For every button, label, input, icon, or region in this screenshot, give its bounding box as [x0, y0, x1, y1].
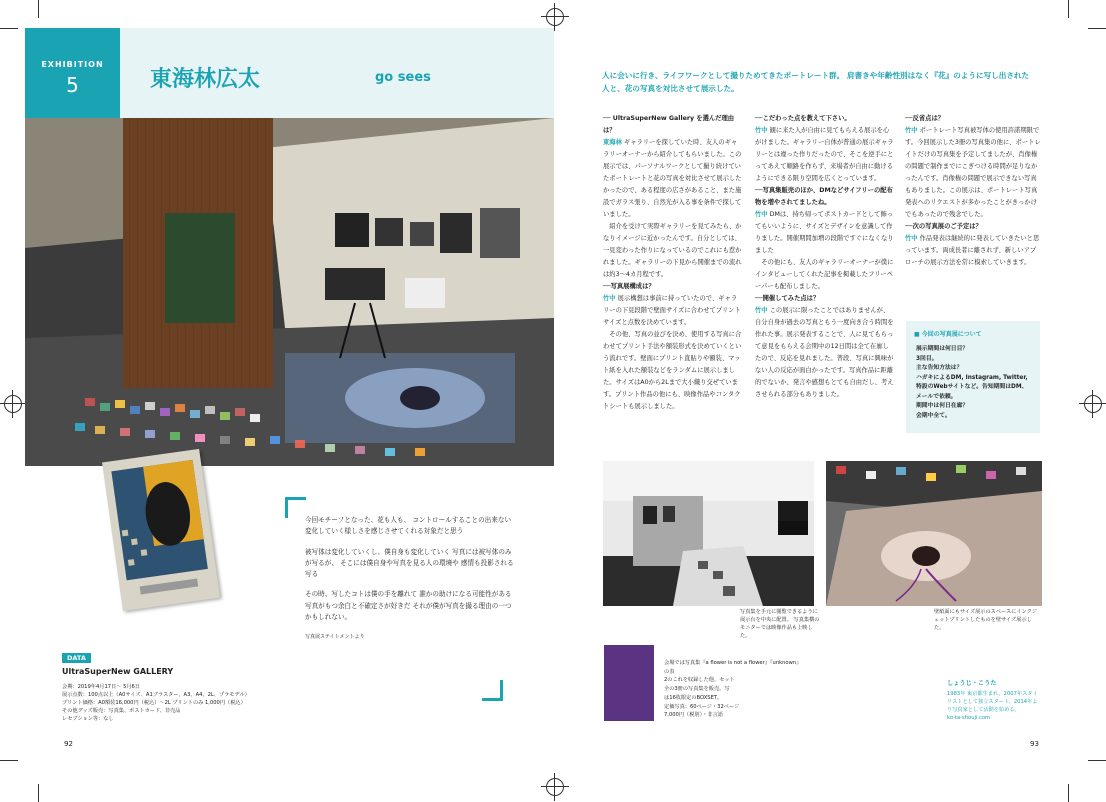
data-line: 展示点数：100点以上（A0サイズ、A1ブラスター、A3、A4、2L、プラモデル） — [62, 692, 250, 698]
interview-paragraph: ──こだわった点を教えて下さい。 — [755, 115, 851, 122]
info-line: 3回目。 — [916, 355, 938, 362]
answer-text: DMは、持ち帰ってポストカードとして飾ってもいいように、サイズとデザインを意識して作りました。開催期間加増の段階ですぐになくなりました — [755, 211, 894, 254]
book-line: 定価写真：60ページ・32ページ — [664, 703, 740, 710]
speaker-name: 竹中 — [603, 295, 616, 302]
photobook-cover — [604, 645, 654, 721]
speaker-name: 竹中 — [905, 127, 918, 134]
speaker-name: 東海林 — [603, 139, 622, 146]
interview-paragraph: ──反省点は？ — [905, 115, 945, 122]
book-line: 会場では写真集『a flower is not a flower』『unknown』の表 — [664, 660, 802, 675]
speaker-name: 竹中 — [905, 235, 918, 242]
interview-paragraph — [755, 305, 895, 401]
interview-paragraph: その他、写真の並びを決め、使用する写真に合わせてプリント手法や額装形式を決めていくという流れです。壁面にプリント直貼りや額装、マット紙を入れた額装などをランダムに展示しました。サイズはA0から2Lまで大小織り交ぜています。プリント作品の他にも、映像作品やコンタクトシートも展示しました。 — [603, 331, 742, 410]
interview-column-3 — [905, 113, 1042, 269]
interview-paragraph: ── UltraSuperNew Gallery を選んだ理由は？ — [603, 115, 735, 134]
book-line: 全の3冊の写真集を販売。写 — [664, 686, 730, 693]
poster-photo — [102, 449, 220, 611]
data-body — [62, 683, 302, 723]
trim-mark — [1088, 760, 1106, 761]
book-line: は16枚限定のBOXSET。 — [664, 694, 723, 701]
trim-mark — [1088, 28, 1106, 29]
answer-text: ポートレート写真被写体の使用許諾期限です。今回展示した3冊の写真集の他に、ポートレイトだけの写真集を予定してましたが、肖像権の問題で制作までにこぎつける時間が足りなかったんです。肖像権の問題で展示できない写真もありました。この展示は、ポートレート写真発表へのリクエストが多かったことがきっかけでもあったので残念でした。 — [905, 127, 1041, 218]
answer-text: 作品発表は継続的に発表していきたいと思っています。両成長者に離されず、新しいアプローチの展示方法を常に模索していきます。 — [905, 235, 1040, 266]
info-line: 特設のWebサイトなど。告知期間はDM、 — [916, 384, 1028, 390]
exhibition-number: 5 — [66, 73, 79, 97]
portrait-print-photo — [826, 461, 1042, 606]
answer-text: この展示に限ったことではありませんが、自分自身が過去の写真ともう一度向き合う時間を作れた事。展示発表することで、人に見てもらって意見をもらえる会期中の12日間は全て在廊したので、反応を見れました。普段、写真に興味がない人の反応が面白かったです。写真作品に距離的でないか、発言や感想もとても自由だし、考えさせられる部分もありました。 — [755, 307, 894, 398]
quote-paragraph: その時、写したコトは僕の手を離れて 誰かの助けになる可能性がある 写真がもつ余白と不確定さが好きだ それが僕が写真を撮る理由の一つかもしれない。 — [305, 590, 512, 622]
speaker-name: 竹中 — [755, 127, 768, 134]
exhibition-info-box — [906, 321, 1040, 433]
interview-paragraph — [603, 293, 743, 329]
interview-paragraph — [905, 233, 1042, 269]
profile-url: ko-ta-shouji.com — [947, 715, 991, 721]
main-gallery-photo — [25, 118, 554, 466]
interview-paragraph: ──写真展構成は？ — [603, 283, 655, 290]
profile-line: 1983年 東京都生まれ。2007年スタイリストとして独立スタート。2014年より写真家として活動を始める。 — [947, 691, 1038, 713]
quote-bracket-open — [285, 497, 306, 518]
data-line: その他グッズ販売：写真集、ポストカード、非売品 — [62, 708, 181, 714]
trim-mark — [0, 760, 18, 761]
answer-text: 観に来た人が自由に見てもらえる展示を心がけました。ギャラリー自体が普通の展示ギャラリーとは違った作りだったので、そこを逆手にとってあえて順路を作らず、来場者が自由に動けるようにできる限り空間を広くとっています。 — [755, 127, 894, 182]
interview-paragraph — [603, 137, 743, 221]
info-line: メールで依頼。 — [916, 393, 957, 400]
gallery-interior-photo — [603, 461, 814, 606]
photo-caption: 写真集を手元に閲覧できるように展示台を中央に配置。 写真集横のモニターでは映像作品も上映した。 — [740, 609, 820, 639]
profile-name: しょうじ・こうた — [947, 680, 997, 687]
book-line: 7,000円（税別）・非言語 — [664, 712, 723, 719]
interview-paragraph: その他にも、友人のギャラリーオーナーが僕にインタビューしてくれた記事を掲載したフリーペーパーも配布しました。 — [755, 259, 894, 290]
trim-mark — [0, 28, 18, 29]
book-line: 2のこれを収録した他、セット — [664, 677, 735, 684]
page-number-right: 93 — [1030, 740, 1039, 748]
data-line: レセプション等：なし — [62, 716, 114, 722]
interview-column-1 — [603, 113, 743, 413]
lead-text: 人に会いに行き、ライフワークとして撮りためてきたポートレート群。 肩書きや年齢性別はなく『花』のように写し出された人と、花の写真を対比させて展示した。 — [602, 71, 1030, 93]
info-line: 期間中は何日在廊？ — [916, 403, 969, 409]
exhibition-label: EXHIBITION — [41, 60, 104, 69]
registration-mark — [1084, 395, 1102, 413]
interview-paragraph — [905, 125, 1042, 221]
data-tag: DATA — [62, 653, 91, 663]
answer-text: 展示構想は事前に持っていたので、ギャラリーの下見段階で壁面サイズに合わせてプリントサイズと点数を決めています。 — [603, 295, 741, 326]
page-number-left: 92 — [64, 740, 73, 748]
quote-paragraph: 被写体は変化していくし、僕自身も変化していく 写真には被写体のみが写るが、 そこには僕自身や写真を見る人の環境や 感情も投影される写る — [305, 547, 514, 579]
photo-caption: 壁紙面にもサイズ展示のスペースにインクジェットプリントしたものを壁サイズ展示した。 — [934, 609, 1037, 631]
speaker-name: 竹中 — [755, 211, 768, 218]
registration-mark — [546, 778, 564, 796]
info-line: 会期中全て。 — [916, 412, 951, 419]
registration-mark — [4, 395, 22, 413]
trim-mark — [38, 784, 39, 802]
registration-mark — [546, 8, 564, 26]
interview-paragraph: ──次の写真展のご予定は？ — [905, 223, 982, 230]
info-line: ハガキによるDM, Instagram, Twitter, — [916, 374, 1028, 381]
artist-name: 東海林広太 — [150, 67, 261, 92]
exhibition-tag — [25, 28, 120, 118]
quote-block — [305, 515, 515, 653]
info-box-heading: ■ 今回の写真展について — [914, 331, 982, 338]
quote-bracket-close — [482, 680, 503, 701]
data-line: プリント価格：A0額装16,000円（税込）〜2L プリントのみ 1,000円（税込） — [62, 700, 246, 706]
quote-note: 写真展ステイトメントより — [305, 634, 365, 641]
data-title: UltraSuperNew GALLERY — [62, 667, 174, 676]
speaker-name: 竹中 — [755, 307, 768, 314]
interview-paragraph — [755, 209, 895, 257]
trim-mark — [38, 0, 39, 18]
exhibition-title: go sees — [375, 70, 431, 85]
interview-paragraph — [755, 125, 895, 185]
info-line: 主な告知方法は？ — [916, 365, 963, 371]
interview-paragraph: 紹介を受けて実際ギャラリーを見てみたら、かなりイメージに近かったんです。自分としては、一見変わった作りになっているのでこれにも惹かれました。ギャラリーの下見から開催までの流れは約3〜4カ月程です。 — [603, 223, 742, 278]
photobook-info — [664, 659, 804, 720]
interview-paragraph: ──開催してみた点は？ — [755, 295, 820, 302]
profile-text — [947, 690, 1042, 722]
trim-mark — [1068, 0, 1069, 18]
quote-paragraph: 今回モチーフとなった、花も人も、 コントロールすることの出来ない 変化していく様しさを感じさせてくれる対象だと思う — [305, 516, 512, 536]
info-line: 展示期間は何日目？ — [916, 346, 969, 352]
trim-mark — [1068, 784, 1069, 802]
interview-column-2 — [755, 113, 895, 401]
data-line: 会期：2019年4月17日〜 5月6日 — [62, 684, 141, 690]
answer-text: ギャラリーを探していた時、友人のギャラリーオーナーから紹介してもらいました。この展示では、パーソナルワークとして撮り続けていたポートレートと花の写真を対比させて展示したかったので、ある程度の広さがあること、また施設でガラス張り、自然光が入る事を条件で探していました。 — [603, 139, 742, 218]
info-box-body — [916, 345, 1032, 421]
interview-paragraph: ──写真集販売のほか、DMなどサイフリーの配布物を増やされてましたね。 — [755, 187, 893, 206]
